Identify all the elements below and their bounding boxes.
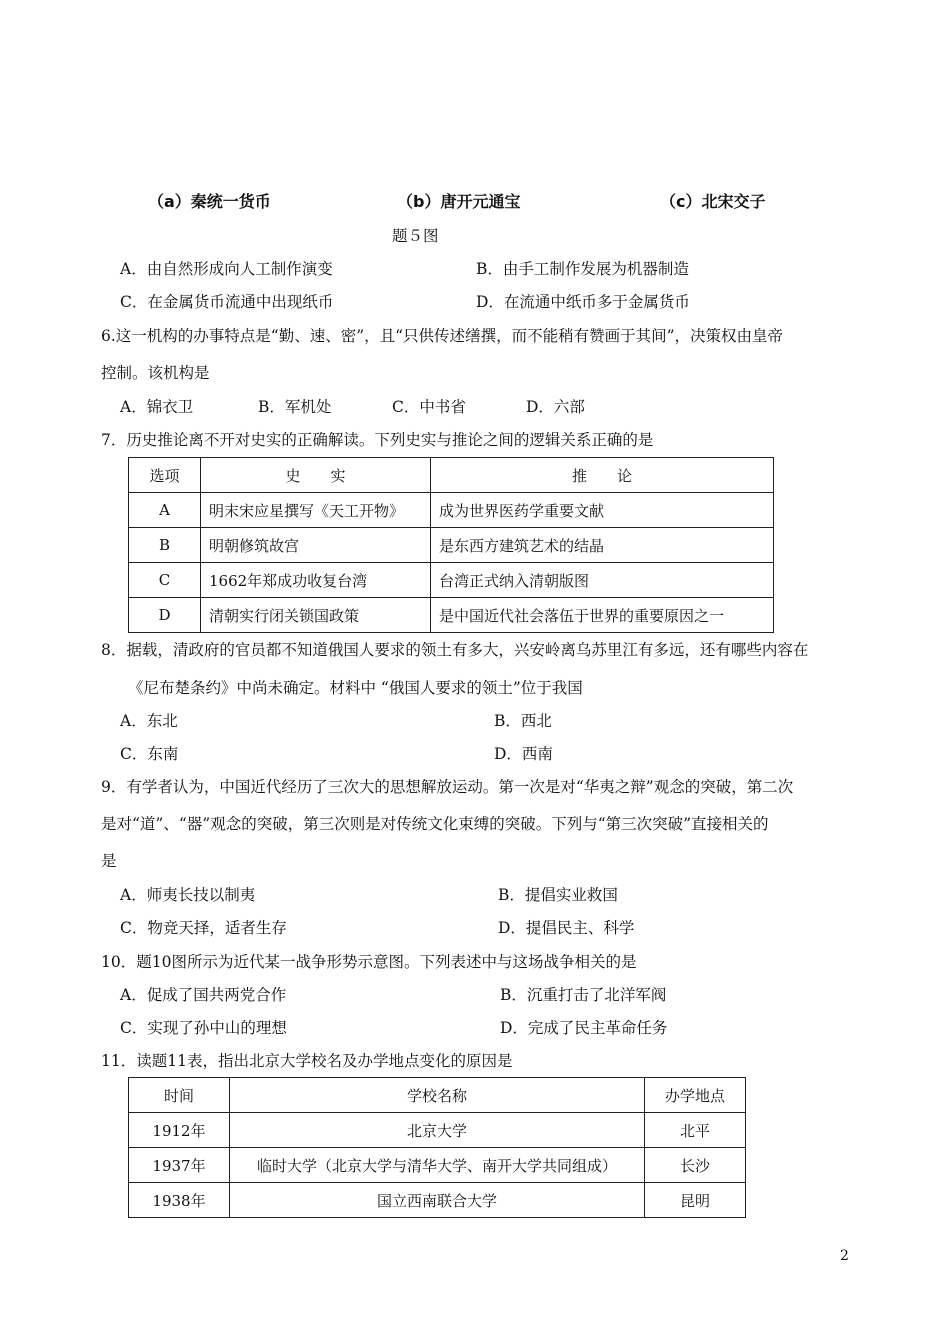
figure-caption-c: （c）北宋交子 <box>660 192 766 211</box>
q11-header-school: 学校名称 <box>230 1078 645 1113</box>
q11-cell-time: 1938年 <box>129 1183 230 1218</box>
q7-stem: 7．历史推论离不开对史实的正确解读。下列史实与推论之间的逻辑关系正确的是 <box>101 431 654 449</box>
q8-option-a: A．东北 <box>120 712 178 730</box>
q11-cell-location: 长沙 <box>645 1148 746 1183</box>
q7-cell-fact: 明末宋应星撰写《天工开物》 <box>201 493 431 528</box>
q11-table <box>128 1077 746 1218</box>
q11-header-time: 时间 <box>129 1078 230 1113</box>
q11-cell-school: 国立西南联合大学 <box>230 1183 645 1218</box>
q6-stem-line2: 控制。该机构是 <box>101 364 210 382</box>
q10-option-a: A．促成了国共两党合作 <box>120 986 287 1004</box>
q7-cell-inference: 是东西方建筑艺术的结晶 <box>431 528 774 563</box>
q9-option-b: B．提倡实业救国 <box>498 886 618 904</box>
q11-stem: 11．读题11表，指出北京大学校名及办学地点变化的原因是 <box>101 1052 513 1070</box>
q7-cell-inference: 是中国近代社会落伍于世界的重要原因之一 <box>431 598 774 633</box>
q7-cell-fact: 明朝修筑故宫 <box>201 528 431 563</box>
q11-cell-location: 北平 <box>645 1113 746 1148</box>
q5-option-a: A．由自然形成向人工制作演变 <box>120 260 333 278</box>
figure-title: 题５图 <box>392 227 439 245</box>
q7-header-option: 选项 <box>129 458 201 493</box>
table-row <box>129 1113 746 1148</box>
q6-stem-line1: 6.这一机构的办事特点是“勤、速、密”，且“只供传述缮撰，而不能稍有赞画于其间”，决策权由皇帝 <box>101 327 783 345</box>
q11-table-header <box>129 1078 746 1113</box>
q11-cell-school: 北京大学 <box>230 1113 645 1148</box>
q5-option-d: D．在流通中纸币多于金属货币 <box>476 293 690 311</box>
q7-header-inference: 推 论 <box>431 458 774 493</box>
page-number: 2 <box>840 1248 849 1264</box>
q7-cell-fact: 清朝实行闭关锁国政策 <box>201 598 431 633</box>
q9-stem-line2: 是对“道”、“器”观念的突破，第三次则是对传统文化束缚的突破。下列与“第三次突破”直接相关的 <box>101 815 769 833</box>
q8-option-d: D．西南 <box>494 745 553 763</box>
table-row <box>129 528 774 563</box>
q10-option-c: C．实现了孙中山的理想 <box>120 1019 287 1037</box>
q10-option-d: D．完成了民主革命任务 <box>500 1019 668 1037</box>
table-row <box>129 1183 746 1218</box>
table-row <box>129 563 774 598</box>
q8-option-b: B．西北 <box>494 712 552 730</box>
figure-caption-b: （b）唐开元通宝 <box>397 192 521 211</box>
q6-option-a: A．锦衣卫 <box>120 398 194 416</box>
table-row <box>129 493 774 528</box>
q7-table <box>128 457 774 633</box>
q10-option-b: B．沉重打击了北洋军阀 <box>500 986 667 1004</box>
q7-cell-option: D <box>129 598 201 633</box>
q9-option-c: C．物竞天择，适者生存 <box>120 919 287 937</box>
q7-header-fact: 史 实 <box>201 458 431 493</box>
q7-table-header <box>129 458 774 493</box>
table-row <box>129 1148 746 1183</box>
q11-cell-time: 1937年 <box>129 1148 230 1183</box>
q8-stem-line1: 8．据载，清政府的官员都不知道俄国人要求的领土有多大，兴安岭离乌苏里江有多远，还有哪些内容在 <box>101 641 809 659</box>
q8-stem-line2: 《尼布楚条约》中尚未确定。材料中 “俄国人要求的领土”位于我国 <box>128 679 583 697</box>
q9-option-a: A．师夷长技以制夷 <box>120 886 256 904</box>
q7-cell-option: A <box>129 493 201 528</box>
q9-option-d: D．提倡民主、科学 <box>498 919 635 937</box>
q11-cell-location: 昆明 <box>645 1183 746 1218</box>
q6-option-d: D．六部 <box>526 398 585 416</box>
q9-stem-line1: 9．有学者认为，中国近代经历了三次大的思想解放运动。第一次是对“华夷之辩”观念的突破，第二次 <box>101 778 794 796</box>
q11-cell-time: 1912年 <box>129 1113 230 1148</box>
figure-caption-a: （a）秦统一货币 <box>148 192 271 211</box>
q7-cell-fact: 1662年郑成功收复台湾 <box>201 563 431 598</box>
q5-option-c: C．在金属货币流通中出现纸币 <box>120 293 334 311</box>
table-row <box>129 598 774 633</box>
q7-cell-option: C <box>129 563 201 598</box>
q7-cell-option: B <box>129 528 201 563</box>
q10-stem: 10．题10图所示为近代某一战争形势示意图。下列表述中与这场战争相关的是 <box>101 953 637 971</box>
q7-cell-inference: 台湾正式纳入清朝版图 <box>431 563 774 598</box>
q11-cell-school: 临时大学（北京大学与清华大学、南开大学共同组成） <box>230 1148 645 1183</box>
q6-option-b: B．军机处 <box>258 398 332 416</box>
q6-option-c: C．中书省 <box>392 398 466 416</box>
q8-option-c: C．东南 <box>120 745 179 763</box>
q7-cell-inference: 成为世界医药学重要文献 <box>431 493 774 528</box>
q11-header-location: 办学地点 <box>645 1078 746 1113</box>
q5-option-b: B．由手工制作发展为机器制造 <box>476 260 689 278</box>
q9-stem-line3: 是 <box>101 852 117 870</box>
